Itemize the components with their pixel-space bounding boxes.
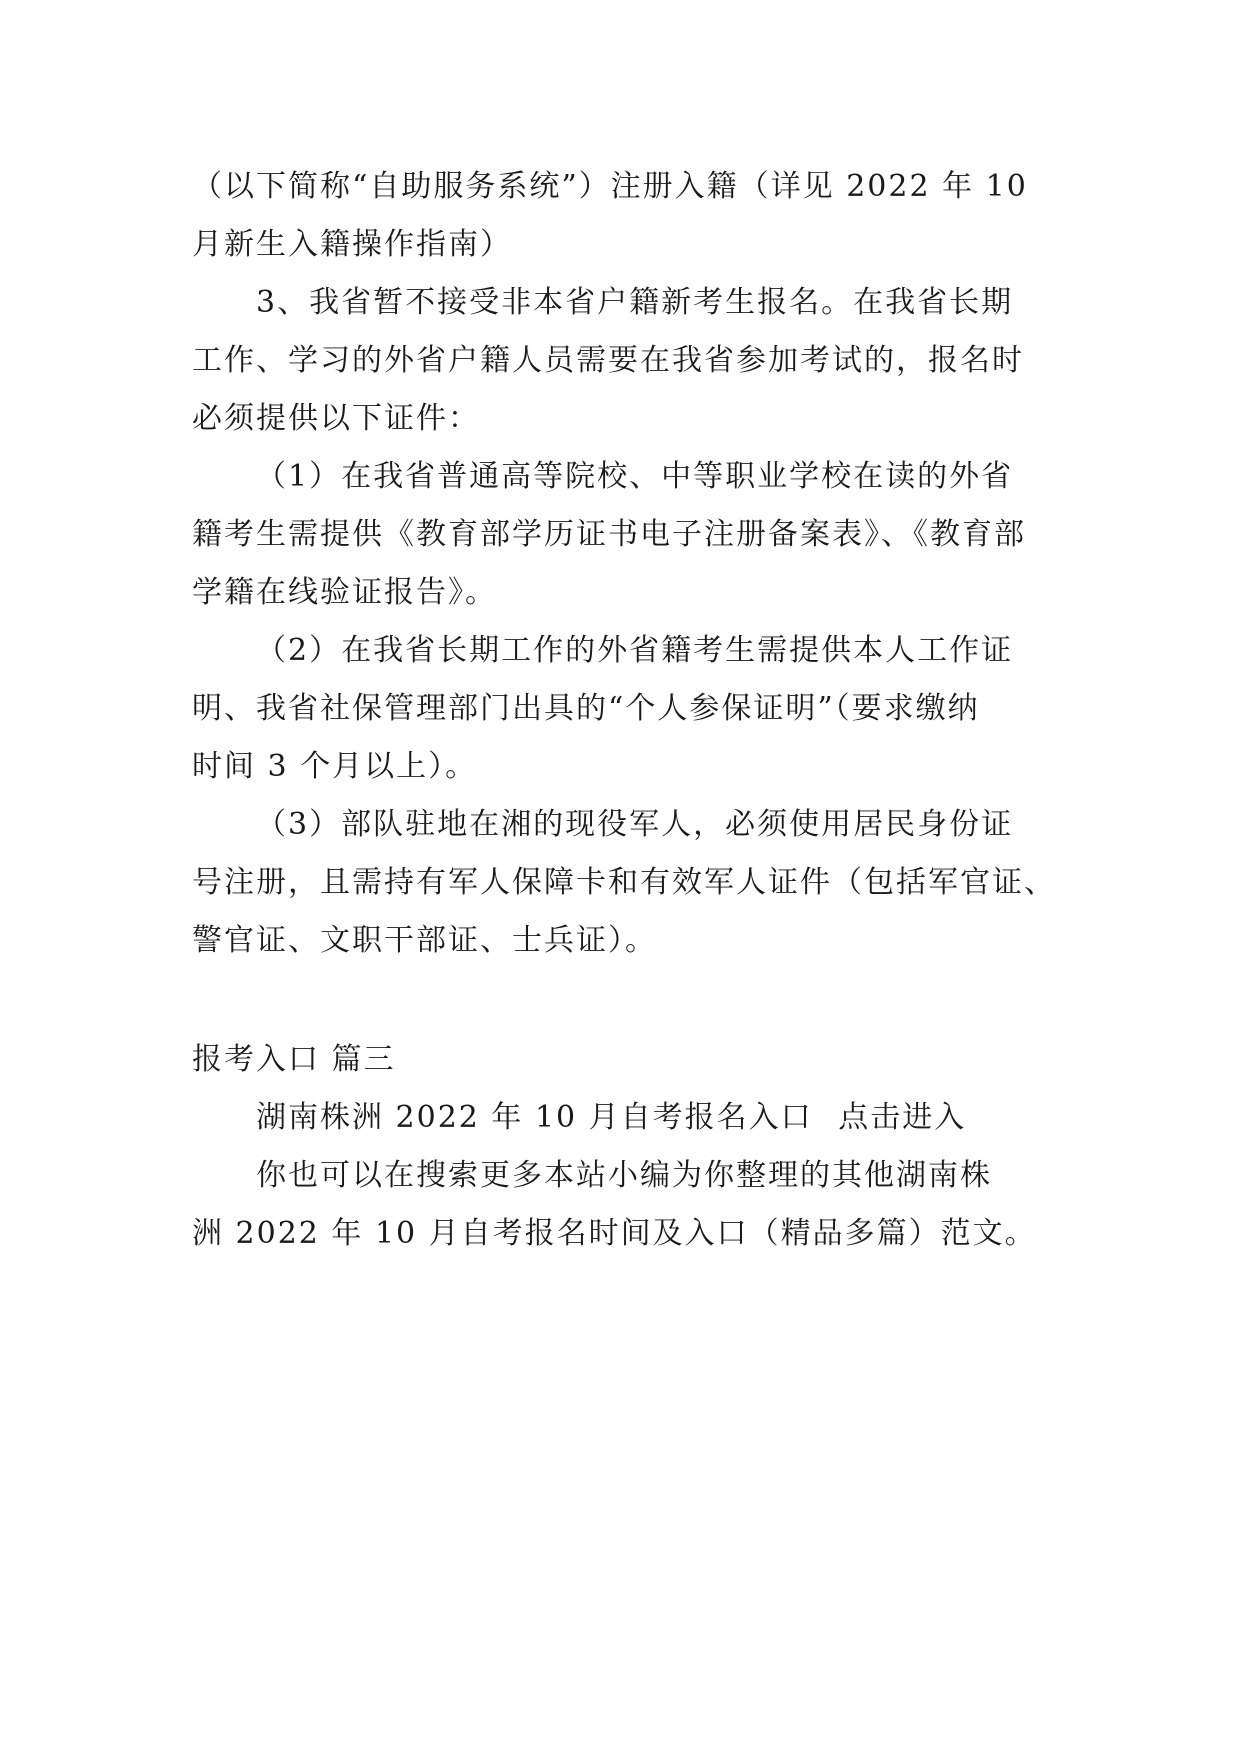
- paragraph-line: 学籍在线验证报告》。: [192, 575, 497, 610]
- section-heading: 报考入口 篇三: [192, 1042, 396, 1077]
- paragraph-line: 洲 2022 年 10 月自考报名时间及入口（精品多篇）范文。: [192, 1216, 1037, 1251]
- paragraph-line: 籍考生需提供《教育部学历证书电子注册备案表》、《教育部: [192, 517, 1026, 552]
- paragraph-line: 月新生入籍操作指南）: [192, 227, 512, 262]
- document-body: [192, 158, 1056, 970]
- paragraph-line: 工作、学习的外省户籍人员需要在我省参加考试的，报名时: [192, 343, 1024, 378]
- paragraph-line: 明、我省社保管理部门出具的“个人参保证明”（要求缴纳: [192, 691, 980, 726]
- paragraph-line: 时间 3 个月以上）。: [192, 749, 478, 784]
- paragraph-line: （以下简称“自助服务系统”）注册入籍（详见 2022 年 10: [192, 169, 1028, 204]
- paragraph-line: （2）在我省长期工作的外省籍考生需提供本人工作证: [256, 633, 1014, 668]
- paragraph-line: （1）在我省普通高等院校、中等职业学校在读的外省: [256, 459, 1014, 494]
- entry-text: 湖南株洲 2022 年 10 月自考报名入口: [256, 1100, 813, 1135]
- section-three: [192, 1031, 1050, 1263]
- paragraph-line: 号注册，且需持有军人保障卡和有效军人证件（包括军官证、: [192, 865, 1056, 900]
- paragraph-line: 警官证、文职干部证、士兵证）。: [192, 923, 657, 958]
- paragraph-line: 必须提供以下证件：: [192, 401, 480, 436]
- entry-line: [192, 1089, 1050, 1147]
- paragraph-line: 你也可以在搜索更多本站小编为你整理的其他湖南株: [256, 1158, 992, 1193]
- paragraph-line: （3）部队驻地在湘的现役军人，必须使用居民身份证: [256, 807, 1014, 842]
- entry-link[interactable]: 点击进入: [838, 1100, 967, 1135]
- paragraph-line: 3、我省暂不接受非本省户籍新考生报名。在我省长期: [256, 285, 1014, 320]
